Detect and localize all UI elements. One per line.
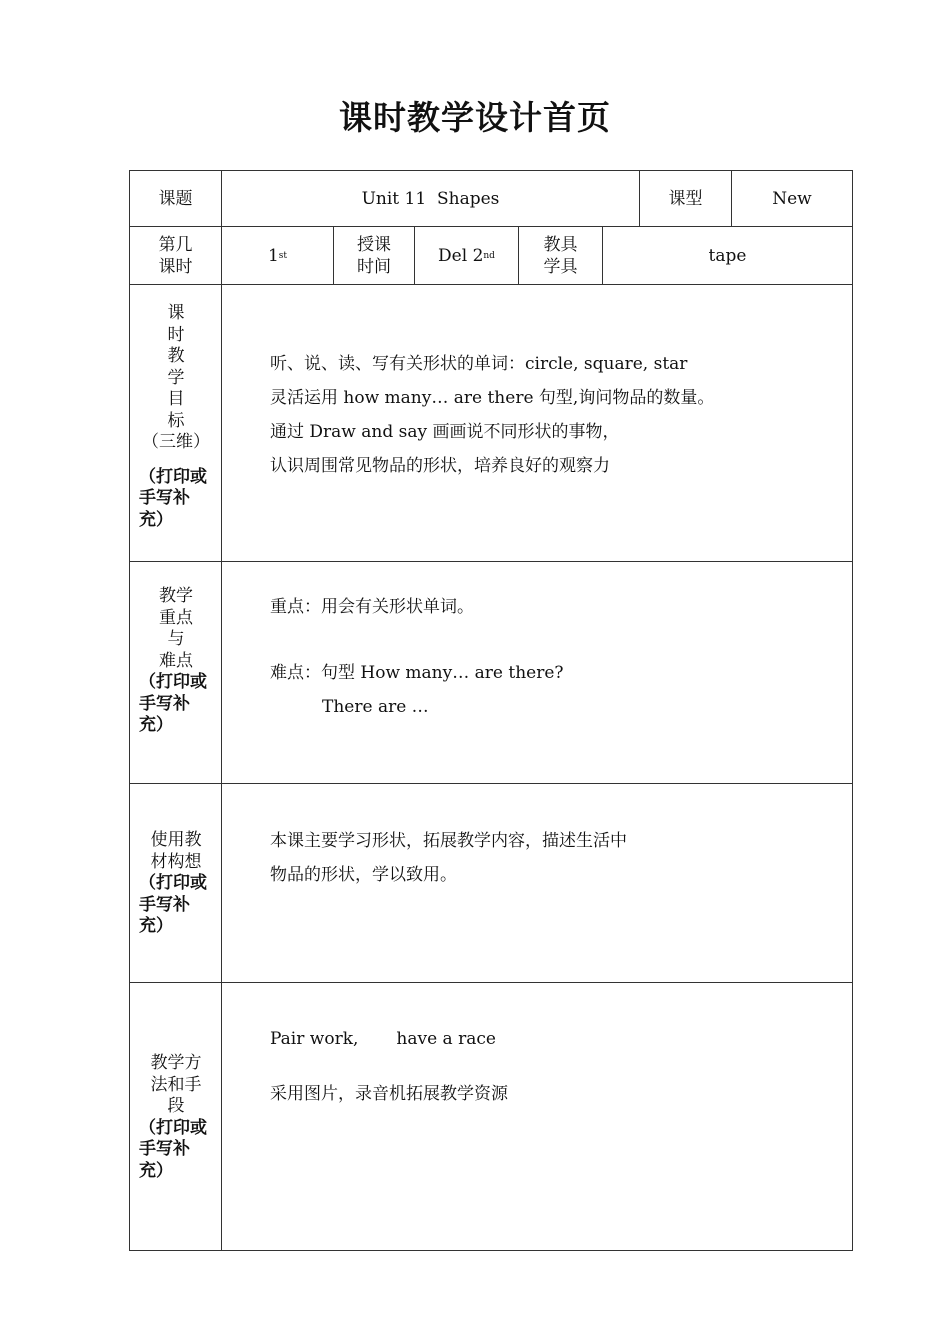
label-line: 使用教 [150,830,202,850]
print-note-line: 手写补 [139,488,190,508]
label-line: 目 [167,389,185,409]
period-number: 1 [267,245,279,266]
difficult-point-continued: There are … [322,697,429,717]
table-divider [129,284,853,285]
label-line: 教 [167,346,185,366]
label-line: 课 [167,303,185,323]
period-label [130,227,221,284]
teaching-time-value: Del 2 nd [438,245,495,266]
table-divider [129,982,853,983]
label-line: 标 [167,410,185,431]
material-line: 本课主要学习形状，拓展教学内容，描述生活中 [270,831,627,851]
teaching-time-label [334,227,414,284]
print-note-line: 充） [139,715,173,735]
objective-line: 认识周围常见物品的形状，培养良好的观察力 [270,456,610,476]
objective-line: 通过 Draw and say 画画说不同形状的事物， [270,422,620,442]
label-line: 材构想 [150,851,202,872]
label-line: 教学方 [150,1053,202,1073]
table-divider [129,783,853,784]
time-label-line: 时间 [357,256,391,277]
print-note-line: （打印或 [139,672,207,692]
table-divider [129,561,853,562]
label-line: 段 [167,1096,185,1116]
label-line: （三维） [142,432,210,452]
print-note-line: （打印或 [139,873,207,893]
activity-pair-work: Pair work, [270,1029,359,1049]
print-note-line: 手写补 [139,693,190,714]
period-label-line: 第几 [158,234,193,255]
print-note-line: （打印或 [139,466,207,487]
label-line: 学 [167,367,185,388]
objectives-label [130,303,222,531]
key-point-text: 重点：用会有关形状单词。 [270,597,474,617]
keypoints-label [130,586,222,737]
page-title: 课时教学设计首页 [339,98,611,137]
table-border-right [852,170,853,1251]
label-line: 法和手 [150,1074,202,1095]
label-line: 与 [167,629,185,649]
activity-race: have a race [396,1029,496,1049]
topic-value: Unit 11 Shapes [361,188,500,209]
period-value: 1 st [267,245,288,266]
methods-line-resources: 采用图片，录音机拓展教学资源 [270,1084,508,1104]
teaching-tools-value: tape [708,245,747,266]
label-line: 重点 [159,607,193,628]
tools-label-line: 教具 [543,234,578,255]
difficult-point-text: 难点：句型 How many… are there? [270,663,564,683]
print-note-line: 手写补 [139,894,190,915]
material-content [270,824,627,892]
time-label-line: 授课 [357,234,391,255]
time-text: Del 2 [438,245,484,266]
methods-line-activities [270,1022,496,1056]
material-label [130,830,222,938]
objectives-content [270,347,714,483]
lesson-type-value: New [772,188,812,209]
topic-label: 课题 [158,188,193,209]
table-border-bottom [129,1250,853,1251]
print-note-line: 充） [139,509,173,530]
label-line: 教学 [159,586,193,606]
print-note-line: 充） [139,916,173,936]
label-line: 难点 [159,650,193,671]
print-note-line: 充） [139,1160,173,1181]
tools-label-line: 学具 [543,256,578,277]
material-line: 物品的形状，学以致用。 [270,865,457,885]
objective-line: 灵活运用 how many… are there 句型,询问物品的数量。 [270,388,715,408]
teaching-tools-label [519,227,602,284]
print-note-line: 手写补 [139,1139,190,1159]
period-label-line: 课时 [158,256,193,277]
print-note-line: （打印或 [139,1117,207,1138]
methods-label [130,1053,222,1182]
objective-line: 听、说、读、写有关形状的单词：circle, square, star [270,354,688,374]
label-line: 时 [167,324,185,345]
lesson-type-label: 课型 [668,188,703,209]
